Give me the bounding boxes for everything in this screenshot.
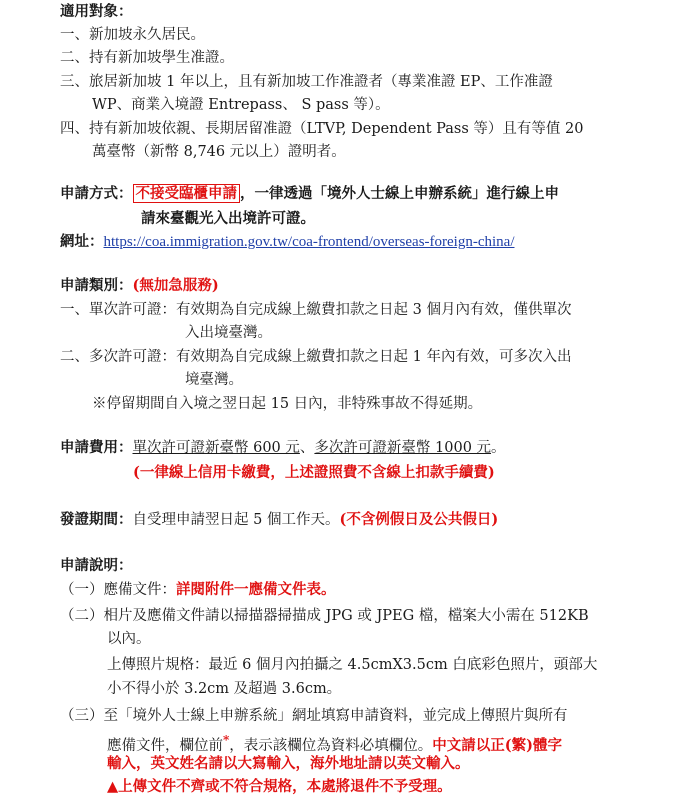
instruction-2-line-4: 小不得小於 3.2cm 及超過 3.6cm。 <box>107 681 342 697</box>
fee-end: 。 <box>491 440 506 456</box>
single-permit-line <box>60 299 571 321</box>
scope-item-4-cont: 萬臺幣（新幣 8,746 元以上）證明者。 <box>92 144 346 160</box>
single-fee: 單次許可證新臺幣 600 元 <box>132 440 300 456</box>
instruction-3-text-b: ，表示該欄位為資料必填欄位。 <box>229 737 433 754</box>
category-label: 申請類別： <box>60 277 133 294</box>
single-permit-cont: 入出境臺灣。 <box>185 325 272 341</box>
fee-label: 申請費用： <box>60 439 133 456</box>
instruction-3-warning: 上傳文件不齊或不符合規格，本處將退件不予受理。 <box>118 778 452 795</box>
multi-permit-text: 有效期為自完成線上繳費扣款之日起 1 年內有效，可多次入出 <box>176 349 572 365</box>
multi-permit-cont: 境臺灣。 <box>185 372 243 388</box>
instructions-label: 申請說明： <box>60 557 133 574</box>
multi-fee: 多次許可證新臺幣 1000 元 <box>314 440 492 456</box>
method-line-2: 請來臺觀光入出境許可證。 <box>141 210 315 227</box>
stay-period-note: ※停留期間自入境之翌日起 15 日內，非特殊事故不得延期。 <box>92 396 483 412</box>
single-permit-prefix: 一、單次許可證： <box>60 302 176 318</box>
period-note: (不含例假日及公共假日) <box>339 511 499 528</box>
application-url-link[interactable]: https://coa.immigration.gov.tw/coa-frontend/overseas-foreign-china/ <box>103 234 515 250</box>
instruction-3-line-3: 輸入，英文姓名請以大寫輸入，海外地址請以英文輸入。 <box>107 755 470 772</box>
scope-item-4: 四、持有新加坡依親、長期居留准證（LTVP, Dependent Pass 等）且有等值 20 <box>60 121 584 137</box>
no-counter-badge: 不接受臨櫃申請 <box>133 184 241 203</box>
scope-item-3: 三、旅居新加坡 1 年以上，且有新加坡工作准證者（專業准證 EP、工作准證 <box>60 74 553 90</box>
multi-permit-line <box>60 346 571 368</box>
warning-triangle-icon: ▲ <box>107 778 119 795</box>
category-line <box>60 275 219 297</box>
method-text: ，一律透過「境外人士線上申辦系統」進行線上申 <box>240 185 559 202</box>
single-permit-text: 有效期為自完成線上繳費扣款之日起 3 個月內有效，僅供單次 <box>176 302 572 318</box>
period-line <box>60 509 498 531</box>
instruction-3-line-1: （三）至「境外人士線上申辦系統」網址填寫申請資料，並完成上傳照片與所有 <box>60 708 568 724</box>
fee-note: (一律線上信用卡繳費，上述證照費不含線上扣款手續費) <box>133 464 495 481</box>
multi-permit-prefix: 二、多次許可證： <box>60 349 176 365</box>
scope-item-1: 一、新加坡永久居民。 <box>60 27 205 43</box>
fee-line <box>60 437 506 459</box>
url-line <box>60 231 514 253</box>
no-express-note: (無加急服務) <box>132 277 219 294</box>
fee-separator: 、 <box>299 440 315 456</box>
scope-item-3-cont: WP、商業入境證 Entrepass、 S pass 等）。 <box>92 97 390 113</box>
scope-heading: 適用對象： <box>60 3 133 20</box>
scope-item-2: 二、持有新加坡學生准證。 <box>60 50 234 66</box>
method-label: 申請方式： <box>60 185 133 202</box>
instruction-3-text-c: 中文請以正(繁)體字 <box>432 736 563 754</box>
instruction-2-line-1: （二）相片及應備文件請以掃描器掃描成 JPG 或 JPEG 檔，檔案大小需在 512KB <box>60 608 589 624</box>
instruction-3-text-a: 應備文件，欄位前 <box>107 737 223 754</box>
period-text: 自受理申請翌日起 5 個工作天。 <box>132 512 340 528</box>
instruction-2-line-2: 以內。 <box>107 631 151 647</box>
method-line-1 <box>60 183 559 205</box>
instruction-1-prefix: （一）應備文件： <box>60 582 176 598</box>
instruction-1 <box>60 579 336 601</box>
period-label: 發證期間： <box>60 511 133 528</box>
instruction-2-line-3: 上傳照片規格：最近 6 個月內拍攝之 4.5cmX3.5cm 白底彩色照片，頭部大 <box>107 657 598 673</box>
required-star-icon: * <box>223 733 230 747</box>
instruction-3-line-4 <box>107 776 452 798</box>
instruction-1-red: 詳閱附件一應備文件表。 <box>176 581 336 598</box>
url-label: 網址： <box>60 233 104 250</box>
